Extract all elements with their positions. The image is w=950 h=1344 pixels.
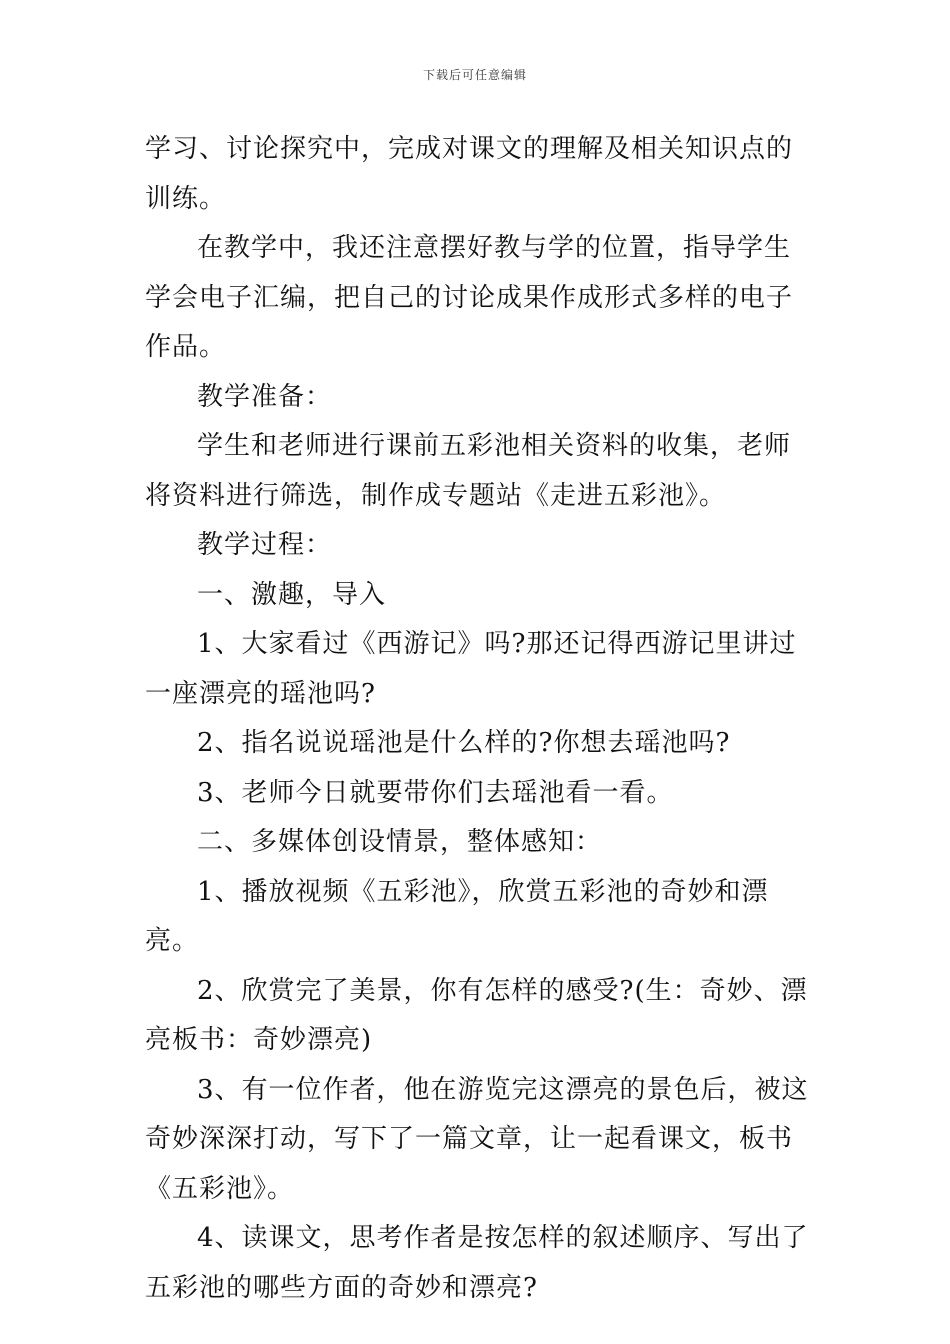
heading-teaching-process: 教学过程：	[197, 530, 333, 560]
list-item: 2、指名说说瑶池是什么样的?你想去瑶池吗?	[197, 728, 731, 758]
paragraph-continuation: 学习、讨论探究中，完成对课文的理解及相关知识点的训练。	[145, 134, 794, 214]
section-heading-2: 二、多媒体创设情景，整体感知：	[197, 827, 603, 857]
page-header-note: 下载后可任意编辑	[422, 68, 527, 82]
list-item: 1、播放视频《五彩池》，欣赏五彩池的奇妙和漂亮。	[145, 876, 769, 956]
heading-teaching-preparation: 教学准备：	[197, 381, 333, 412]
paragraph-teaching-note: 在教学中，我还注意摆好教与学的位置，指导学生学会电子汇编，把自己的讨论成果作成形式多样的电子作品。	[145, 233, 794, 362]
list-item: 1、大家看过《西游记》吗?那还记得西游记里讲过一座漂亮的瑶池吗?	[145, 629, 797, 709]
list-item: 3、有一位作者，他在游览完这漂亮的景色后，被这奇妙深深打动，写下了一篇文章，让一起看课文，板书《五彩池》。	[145, 1074, 809, 1204]
list-item: 4、读课文，思考作者是按怎样的叙述顺序、写出了五彩池的哪些方面的奇妙和漂亮?	[145, 1223, 809, 1303]
list-item: 2、欣赏完了美景，你有怎样的感受?(生：奇妙、漂亮板书：奇妙漂亮)	[145, 975, 808, 1055]
list-item: 3、老师今日就要带你们去瑶池看一看。	[197, 777, 674, 808]
section-heading-1: 一、激趣，导入	[197, 579, 387, 610]
document-body	[145, 125, 810, 1313]
paragraph-preparation-detail: 学生和老师进行课前五彩池相关资料的收集，老师将资料进行筛选，制作成专题站《走进五彩池》。	[145, 431, 792, 511]
